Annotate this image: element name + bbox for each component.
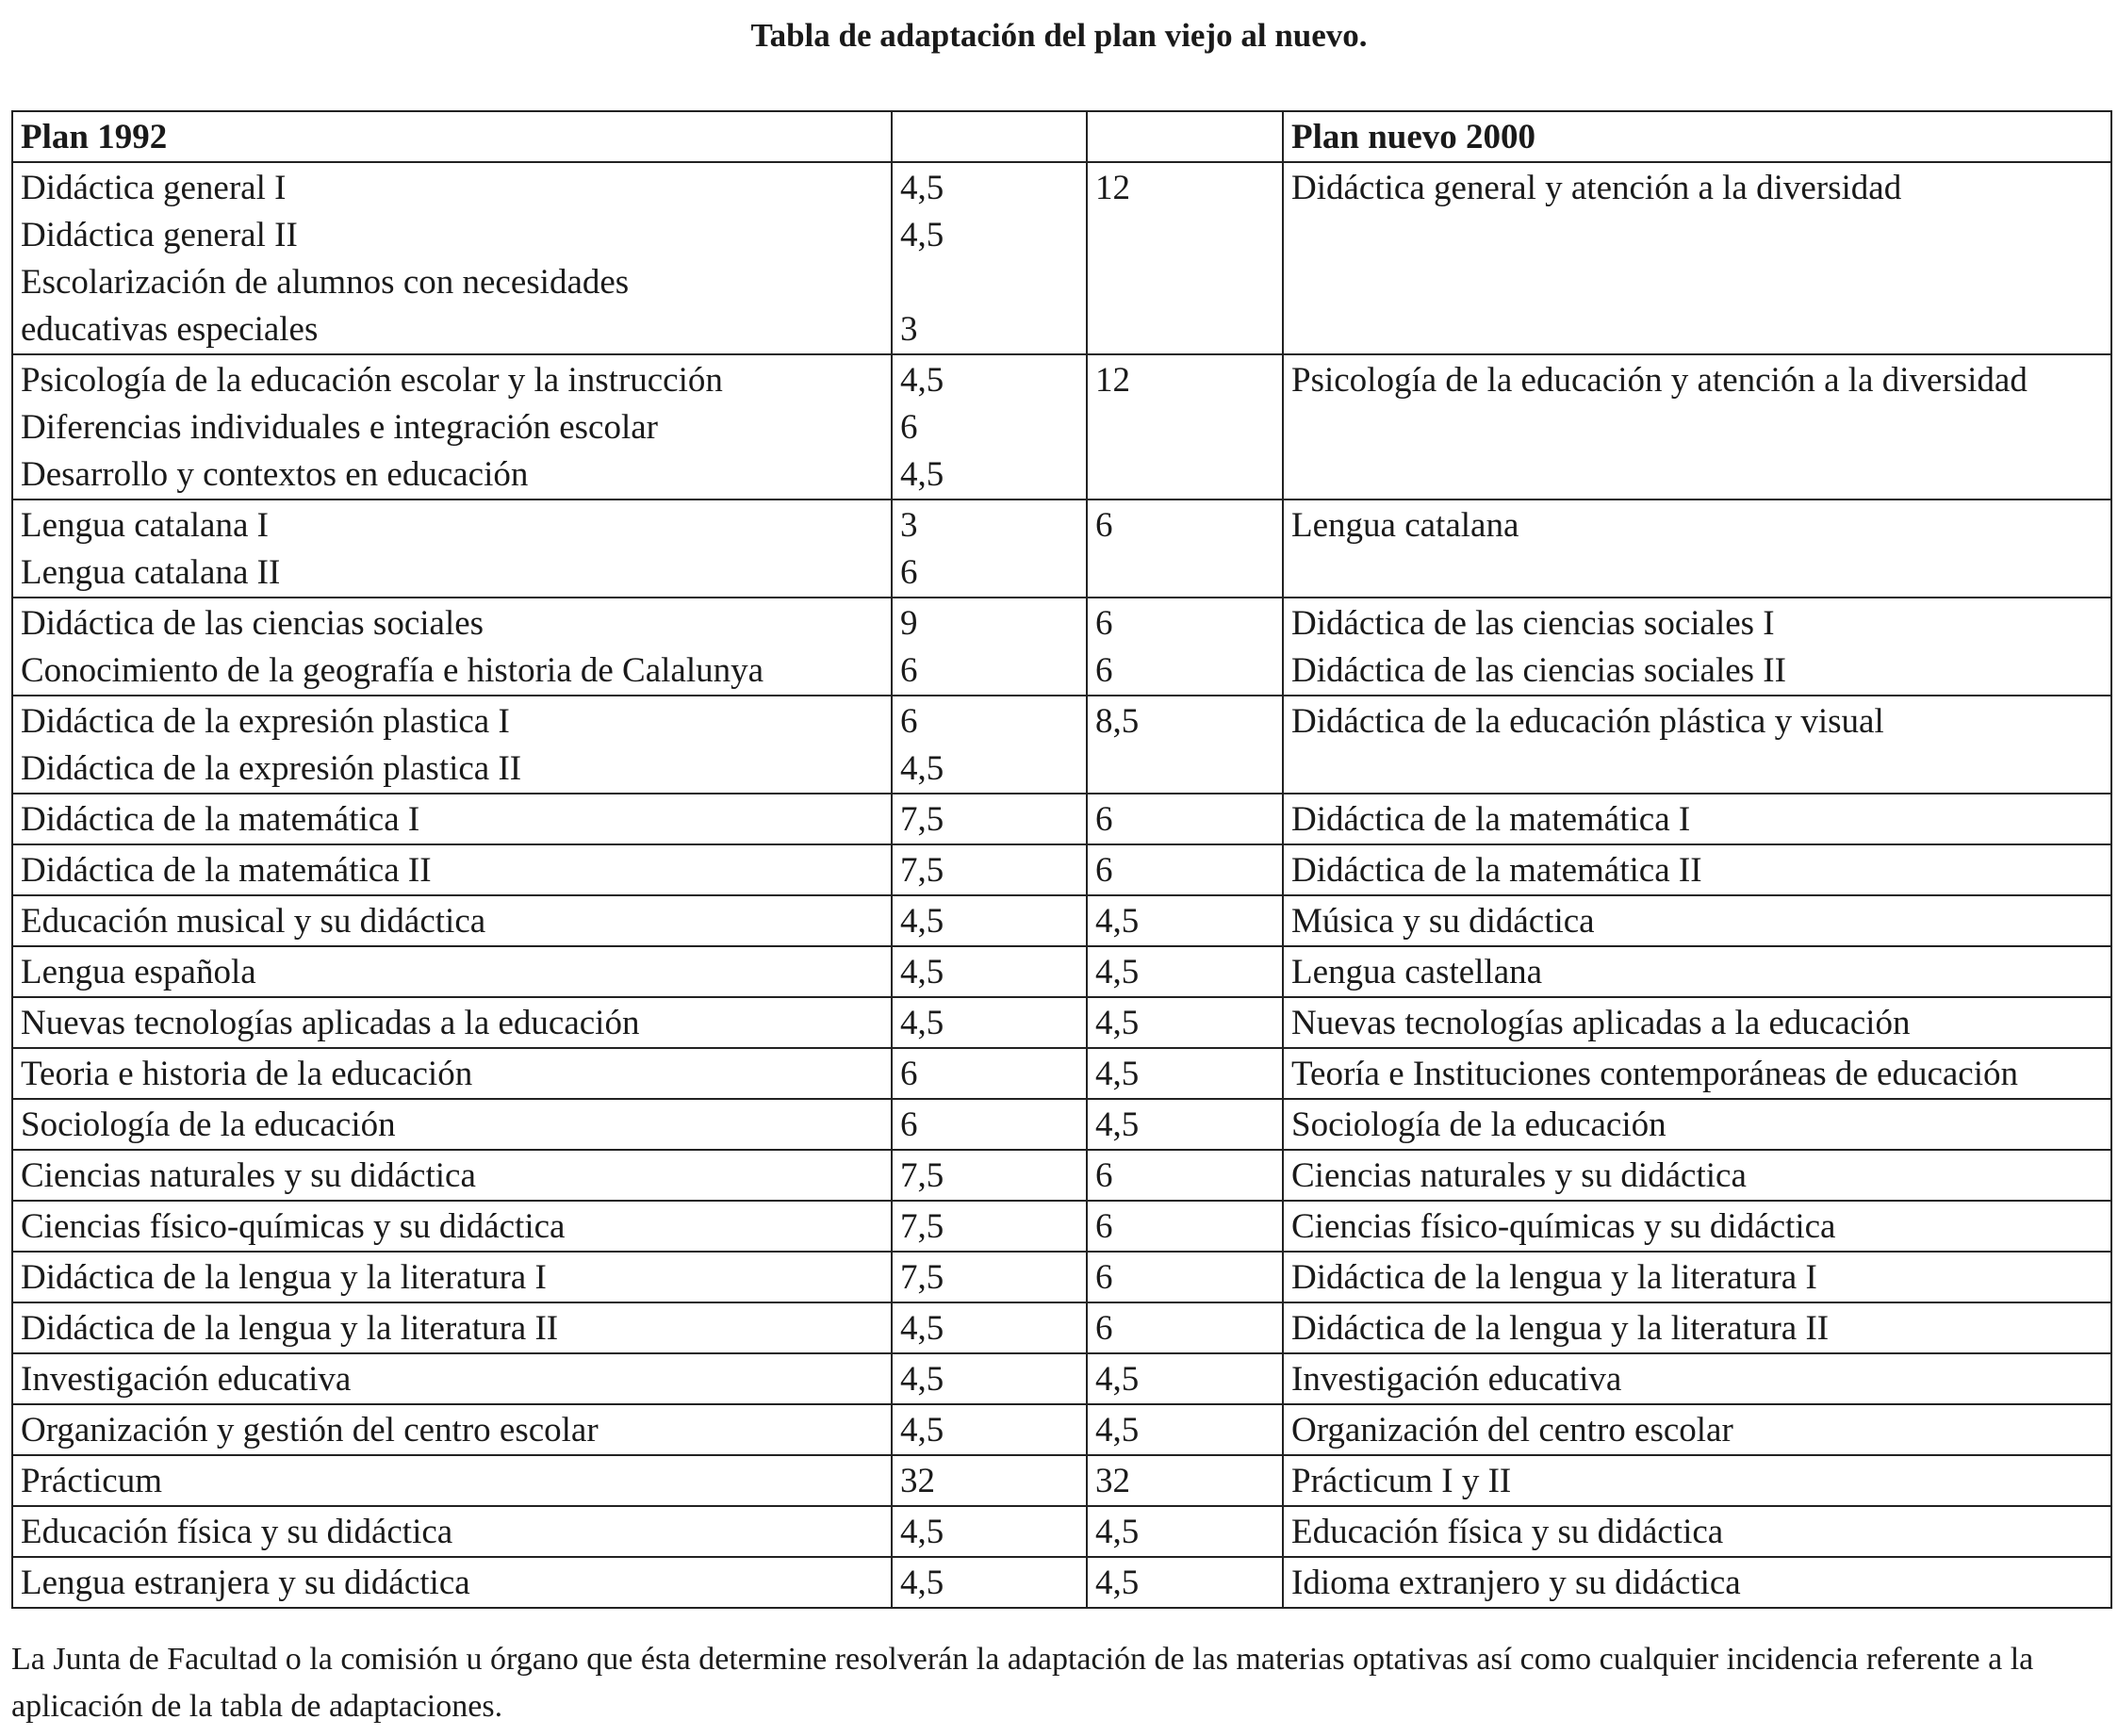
table-row: [12, 1150, 2111, 1201]
table-row: [12, 1048, 2111, 1099]
cell-plan-1992: [12, 500, 892, 598]
cell-credits-new: [1087, 895, 1283, 946]
cell-line: Didáctica de las ciencias sociales: [21, 604, 484, 643]
cell-line: 3: [900, 506, 918, 545]
cell-plan-2000: [1283, 1455, 2111, 1506]
cell-line: Música y su didáctica: [1291, 902, 1595, 941]
cell-line: 6: [900, 702, 918, 741]
footer-note: La Junta de Facultad o la comisión u órgano que ésta determine resolverán la adaptación de las materias optativas así como cualquier incidencia referente a la aplicación de la tabla de adaptaciones.: [11, 1642, 2034, 1724]
cell-line: 4,5: [900, 749, 944, 788]
cell-line: Lengua catalana I: [21, 506, 269, 545]
cell-credits-new: [1087, 1150, 1283, 1201]
cell-line: Prácticum: [21, 1462, 163, 1500]
cell-credits-new: [1087, 1353, 1283, 1404]
cell-line: Psicología de la educación escolar y la instrucción: [21, 361, 723, 400]
cell-plan-2000: [1283, 844, 2111, 895]
cell-line: 6: [900, 1105, 918, 1144]
cell-line: 6: [1095, 800, 1113, 839]
cell-credits-old: [892, 1302, 1087, 1353]
cell-line: 4,5: [900, 455, 944, 494]
cell-plan-2000: [1283, 1506, 2111, 1557]
cell-line: Educación musical y su didáctica: [21, 902, 486, 941]
cell-line: Prácticum I y II: [1291, 1462, 1512, 1500]
header-credits-old: [892, 111, 1087, 162]
table-row: [12, 844, 2111, 895]
cell-line: Ciencias naturales y su didáctica: [1291, 1156, 1747, 1195]
cell-credits-old: [892, 844, 1087, 895]
cell-credits-new: [1087, 1201, 1283, 1252]
cell-line: Didáctica de la expresión plastica II: [21, 749, 522, 788]
cell-plan-2000: [1283, 696, 2111, 794]
cell-credits-new: [1087, 794, 1283, 844]
cell-plan-1992: [12, 1404, 892, 1455]
table-row: [12, 1506, 2111, 1557]
cell-line: Nuevas tecnologías aplicadas a la educación: [1291, 1004, 1911, 1042]
cell-credits-new: [1087, 354, 1283, 500]
table-body: [12, 162, 2111, 1608]
table-row: [12, 1099, 2111, 1150]
cell-credits-new: [1087, 844, 1283, 895]
cell-line: Didáctica de la educación plástica y visual: [1291, 702, 1884, 741]
cell-line: 4,5: [900, 1360, 944, 1399]
cell-credits-new: [1087, 1506, 1283, 1557]
cell-credits-old: [892, 162, 1087, 354]
cell-line: Lengua castellana: [1291, 953, 1543, 991]
table-row: [12, 1353, 2111, 1404]
cell-credits-old: [892, 895, 1087, 946]
cell-line: 4,5: [900, 1513, 944, 1551]
cell-plan-2000: [1283, 1353, 2111, 1404]
table-row: [12, 1404, 2111, 1455]
cell-line: 4,5: [1095, 1564, 1140, 1602]
cell-line: Lengua catalana II: [21, 553, 281, 592]
cell-line: Didáctica de la lengua y la literatura I: [21, 1258, 547, 1297]
cell-line: 12: [1095, 361, 1130, 400]
cell-plan-2000: [1283, 1404, 2111, 1455]
cell-line: 4,5: [900, 1309, 944, 1348]
cell-credits-new: [1087, 1302, 1283, 1353]
table-row: [12, 794, 2111, 844]
cell-line: 4,5: [1095, 1105, 1140, 1144]
cell-line: Didáctica general II: [21, 216, 298, 254]
cell-credits-old: [892, 997, 1087, 1048]
cell-line: 4,5: [900, 216, 944, 254]
cell-plan-2000: [1283, 794, 2111, 844]
cell-line: 7,5: [900, 1156, 944, 1195]
cell-line: Didáctica de la lengua y la literatura II: [21, 1309, 559, 1348]
adaptation-table: [11, 110, 2112, 1609]
cell-credits-new: [1087, 696, 1283, 794]
cell-plan-1992: [12, 696, 892, 794]
table-row: [12, 1252, 2111, 1302]
cell-plan-1992: [12, 1099, 892, 1150]
cell-credits-new: [1087, 500, 1283, 598]
cell-plan-2000: [1283, 1252, 2111, 1302]
cell-line: Sociología de la educación: [21, 1105, 396, 1144]
cell-line: Sociología de la educación: [1291, 1105, 1666, 1144]
table-row: [12, 946, 2111, 997]
cell-credits-new: [1087, 1252, 1283, 1302]
cell-credits-new: [1087, 162, 1283, 354]
cell-line: Educación física y su didáctica: [1291, 1513, 1724, 1551]
cell-plan-1992: [12, 1506, 892, 1557]
cell-credits-new: [1087, 1099, 1283, 1150]
cell-line: 4,5: [1095, 1055, 1140, 1093]
cell-line: 6: [900, 1055, 918, 1093]
cell-line: 6: [900, 553, 918, 592]
cell-line: 6: [1095, 1258, 1113, 1297]
cell-line: Organización y gestión del centro escolar: [21, 1411, 599, 1449]
cell-plan-1992: [12, 895, 892, 946]
cell-line: 4,5: [900, 1564, 944, 1602]
cell-plan-1992: [12, 1048, 892, 1099]
cell-line: Didáctica de las ciencias sociales II: [1291, 651, 1786, 690]
cell-line: 4,5: [900, 361, 944, 400]
cell-line: Escolarización de alumnos con necesidades: [21, 263, 630, 302]
cell-line: 4,5: [1095, 1360, 1140, 1399]
cell-line: Didáctica de la lengua y la literatura II: [1291, 1309, 1830, 1348]
table-row: [12, 1201, 2111, 1252]
header-credits-new: [1087, 111, 1283, 162]
cell-line: educativas especiales: [21, 310, 319, 349]
cell-credits-old: [892, 1201, 1087, 1252]
cell-plan-1992: [12, 1302, 892, 1353]
cell-plan-1992: [12, 997, 892, 1048]
cell-line: 6: [1095, 851, 1113, 890]
table-row: [12, 162, 2111, 354]
cell-line: [900, 259, 1078, 306]
cell-plan-1992: [12, 354, 892, 500]
cell-line: 4,5: [1095, 953, 1140, 991]
cell-line: Lengua catalana: [1291, 506, 1519, 545]
cell-plan-1992: [12, 794, 892, 844]
cell-plan-2000: [1283, 946, 2111, 997]
table-row: [12, 354, 2111, 500]
cell-line: 4,5: [1095, 1513, 1140, 1551]
cell-line: Didáctica de la matemática I: [21, 800, 420, 839]
cell-credits-old: [892, 598, 1087, 696]
cell-plan-1992: [12, 1455, 892, 1506]
cell-credits-new: [1087, 946, 1283, 997]
cell-credits-old: [892, 946, 1087, 997]
header-plan-1992: Plan 1992: [12, 111, 892, 162]
cell-line: Didáctica de la matemática II: [21, 851, 432, 890]
cell-plan-2000: [1283, 1201, 2111, 1252]
cell-plan-2000: [1283, 1557, 2111, 1608]
cell-line: Nuevas tecnologías aplicadas a la educación: [21, 1004, 640, 1042]
cell-credits-old: [892, 696, 1087, 794]
cell-plan-1992: [12, 1252, 892, 1302]
cell-line: Lengua española: [21, 953, 256, 991]
table-row: [12, 598, 2111, 696]
cell-line: Idioma extranjero y su didáctica: [1291, 1564, 1741, 1602]
cell-line: Didáctica de la matemática II: [1291, 851, 1702, 890]
table-row: [12, 895, 2111, 946]
cell-plan-2000: [1283, 162, 2111, 354]
document-title: Tabla de adaptación del plan viejo al nuevo.: [750, 17, 1368, 54]
cell-credits-old: [892, 1557, 1087, 1608]
cell-line: 4,5: [1095, 902, 1140, 941]
cell-plan-1992: [12, 946, 892, 997]
cell-line: Didáctica de la lengua y la literatura I: [1291, 1258, 1817, 1297]
cell-credits-new: [1087, 598, 1283, 696]
cell-credits-old: [892, 1048, 1087, 1099]
cell-line: Psicología de la educación y atención a la diversidad: [1291, 361, 2028, 400]
cell-plan-1992: [12, 1353, 892, 1404]
cell-credits-old: [892, 1404, 1087, 1455]
cell-line: Organización del centro escolar: [1291, 1411, 1733, 1449]
cell-credits-new: [1087, 1557, 1283, 1608]
cell-line: Didáctica de la expresión plastica I: [21, 702, 510, 741]
table-row: [12, 696, 2111, 794]
cell-line: 6: [900, 408, 918, 447]
cell-plan-2000: [1283, 1048, 2111, 1099]
cell-line: Desarrollo y contextos en educación: [21, 455, 529, 494]
cell-line: 3: [900, 310, 918, 349]
cell-plan-1992: [12, 1557, 892, 1608]
cell-credits-new: [1087, 997, 1283, 1048]
cell-plan-2000: [1283, 354, 2111, 500]
cell-line: Lengua estranjera y su didáctica: [21, 1564, 470, 1602]
cell-credits-old: [892, 1455, 1087, 1506]
cell-line: 4,5: [900, 169, 944, 207]
cell-line: 7,5: [900, 851, 944, 890]
cell-line: Investigación educativa: [21, 1360, 352, 1399]
cell-credits-old: [892, 1353, 1087, 1404]
cell-line: Educación física y su didáctica: [21, 1513, 453, 1551]
cell-plan-2000: [1283, 997, 2111, 1048]
cell-line: 7,5: [900, 1207, 944, 1246]
cell-line: 6: [1095, 604, 1113, 643]
cell-line: 4,5: [900, 902, 944, 941]
cell-plan-1992: [12, 1201, 892, 1252]
cell-credits-old: [892, 1099, 1087, 1150]
cell-line: 6: [1095, 1309, 1113, 1348]
cell-credits-old: [892, 794, 1087, 844]
cell-line: Didáctica general I: [21, 169, 287, 207]
cell-plan-1992: [12, 1150, 892, 1201]
cell-line: Investigación educativa: [1291, 1360, 1622, 1399]
table-row: [12, 1557, 2111, 1608]
cell-credits-old: [892, 1506, 1087, 1557]
cell-line: 32: [900, 1462, 935, 1500]
cell-plan-1992: [12, 844, 892, 895]
cell-line: 9: [900, 604, 918, 643]
cell-plan-2000: [1283, 895, 2111, 946]
cell-line: 8,5: [1095, 702, 1140, 741]
header-plan-2000: Plan nuevo 2000: [1283, 111, 2111, 162]
cell-line: 4,5: [900, 953, 944, 991]
cell-plan-1992: [12, 598, 892, 696]
cell-credits-old: [892, 500, 1087, 598]
cell-credits-new: [1087, 1455, 1283, 1506]
cell-credits-old: [892, 1252, 1087, 1302]
cell-plan-2000: [1283, 598, 2111, 696]
table-header: [12, 111, 2111, 162]
cell-plan-2000: [1283, 1302, 2111, 1353]
cell-plan-1992: [12, 162, 892, 354]
header-row: [12, 111, 2111, 162]
cell-line: 4,5: [900, 1004, 944, 1042]
cell-line: Ciencias naturales y su didáctica: [21, 1156, 476, 1195]
cell-plan-2000: [1283, 500, 2111, 598]
cell-line: 7,5: [900, 800, 944, 839]
cell-line: 6: [1095, 1156, 1113, 1195]
cell-line: Didáctica general y atención a la diversidad: [1291, 169, 1902, 207]
cell-credits-new: [1087, 1048, 1283, 1099]
cell-line: Didáctica de la matemática I: [1291, 800, 1691, 839]
cell-line: Ciencias físico-químicas y su didáctica: [21, 1207, 566, 1246]
cell-line: Didáctica de las ciencias sociales I: [1291, 604, 1775, 643]
cell-credits-old: [892, 1150, 1087, 1201]
cell-line: 7,5: [900, 1258, 944, 1297]
cell-plan-2000: [1283, 1150, 2111, 1201]
cell-line: Teoria e historia de la educación: [21, 1055, 473, 1093]
cell-line: 4,5: [1095, 1411, 1140, 1449]
cell-credits-old: [892, 354, 1087, 500]
cell-plan-2000: [1283, 1099, 2111, 1150]
cell-line: 32: [1095, 1462, 1130, 1500]
cell-line: Conocimiento de la geografía e historia de Calalunya: [21, 651, 764, 690]
table-row: [12, 500, 2111, 598]
table-row: [12, 997, 2111, 1048]
cell-line: 12: [1095, 169, 1130, 207]
cell-line: 4,5: [1095, 1004, 1140, 1042]
cell-line: Teoría e Instituciones contemporáneas de educación: [1291, 1055, 2019, 1093]
cell-line: 4,5: [900, 1411, 944, 1449]
cell-line: 6: [1095, 1207, 1113, 1246]
cell-line: Ciencias físico-químicas y su didáctica: [1291, 1207, 1836, 1246]
cell-line: Diferencias individuales e integración escolar: [21, 408, 658, 447]
cell-line: 6: [1095, 506, 1113, 545]
cell-credits-new: [1087, 1404, 1283, 1455]
cell-line: 6: [1095, 651, 1113, 690]
table-row: [12, 1455, 2111, 1506]
table-row: [12, 1302, 2111, 1353]
cell-line: 6: [900, 651, 918, 690]
